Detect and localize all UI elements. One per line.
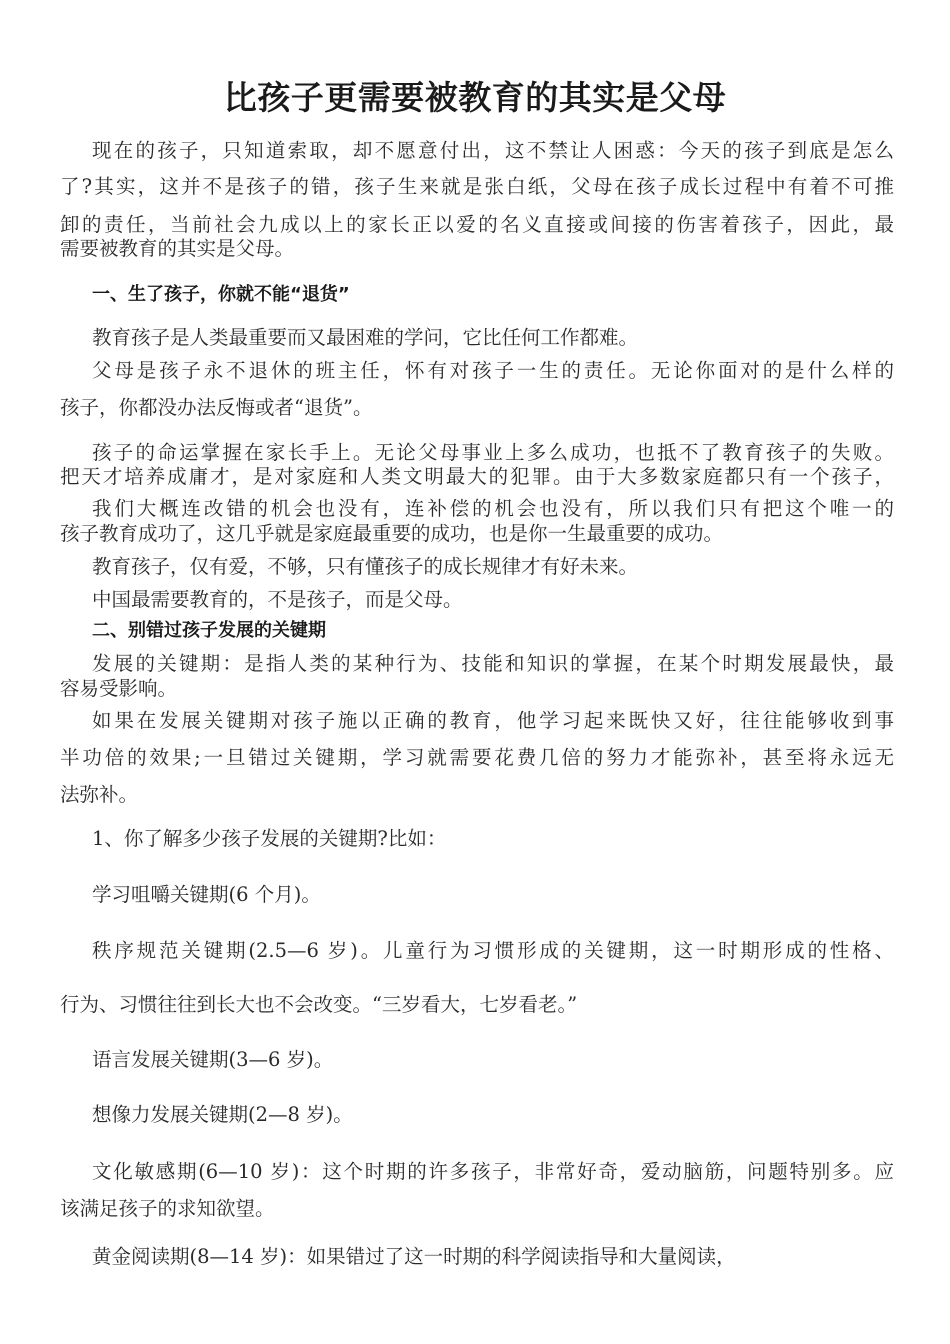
list-item-culture-line-1: 文化敏感期(6—10 岁)：这个时期的许多孩子，非常好奇，爱动脑筋，问题特别多。应: [92, 1160, 894, 1183]
list-item-language: 语言发展关键期(3—6 岁)。: [92, 1048, 334, 1071]
s1-paragraph-2-line-1: 父母是孩子永不退休的班主任，怀有对孩子一生的责任。无论你面对的是什么样的: [92, 359, 894, 382]
section-heading-2: 二、别错过孩子发展的关键期: [92, 620, 326, 641]
s2-paragraph-2-line-1: 如果在发展关键期对孩子施以正确的教育，他学习起来既快又好，往往能够收到事: [92, 709, 894, 732]
s2-question: 1、你了解多少孩子发展的关键期?比如：: [92, 827, 447, 850]
document-title: 比孩子更需要被教育的其实是父母: [223, 78, 727, 117]
s2-paragraph-1-line-2: 容易受影响。: [60, 677, 178, 700]
s1-paragraph-3-line-2: 把天才培养成庸才，是对家庭和人类文明最大的犯罪。由于大多数家庭都只有一个孩子，: [60, 465, 894, 488]
s2-paragraph-1-line-1: 发展的关键期：是指人类的某种行为、技能和知识的掌握，在某个时期发展最快，最: [92, 652, 894, 675]
s1-paragraph-4-line-1: 我们大概连改错的机会也没有，连补偿的机会也没有，所以我们只有把这个唯一的: [92, 497, 894, 520]
list-item-imagination: 想像力发展关键期(2—8 岁)。: [92, 1103, 353, 1126]
list-item-reading: 黄金阅读期(8—14 岁)：如果错过了这一时期的科学阅读指导和大量阅读，: [92, 1245, 736, 1268]
intro-line-4: 需要被教育的其实是父母。: [60, 237, 295, 260]
s2-paragraph-2-line-3: 法弥补。: [60, 783, 139, 806]
list-item-order-line-1: 秩序规范关键期(2.5—6 岁)。儿童行为习惯形成的关键期，这一时期形成的性格、: [92, 939, 894, 962]
s1-paragraph-4-line-2: 孩子教育成功了，这几乎就是家庭最重要的成功，也是你一生最重要的成功。: [60, 522, 724, 545]
list-item-culture-line-2: 该满足孩子的求知欲望。: [60, 1197, 275, 1220]
list-item-order-line-2: 行为、习惯往往到长大也不会改变。“三岁看大，七岁看老。”: [60, 993, 578, 1016]
s1-paragraph-1: 教育孩子是人类最重要而又最困难的学问，它比任何工作都难。: [92, 326, 639, 349]
intro-line-3: 卸的责任，当前社会九成以上的家长正以爱的名义直接或间接的伤害着孩子，因此，最: [60, 213, 894, 236]
s1-paragraph-5: 教育孩子，仅有爱，不够，只有懂孩子的成长规律才有好未来。: [92, 555, 639, 578]
s1-paragraph-2-line-2: 孩子，你都没办法反悔或者“退货”。: [60, 396, 373, 419]
intro-line-2: 了?其实，这并不是孩子的错，孩子生来就是张白纸，父母在孩子成长过程中有着不可推: [60, 175, 894, 198]
intro-line-1: 现在的孩子，只知道索取，却不愿意付出，这不禁让人困惑：今天的孩子到底是怎么: [92, 139, 894, 162]
s1-paragraph-6: 中国最需要教育的，不是孩子，而是父母。: [92, 588, 463, 611]
s2-paragraph-2-line-2: 半功倍的效果;一旦错过关键期，学习就需要花费几倍的努力才能弥补，甚至将永远无: [60, 746, 894, 769]
list-item-chewing: 学习咀嚼关键期(6 个月)。: [92, 883, 321, 906]
s1-paragraph-3-line-1: 孩子的命运掌握在家长手上。无论父母事业上多么成功，也抵不了教育孩子的失败。: [92, 441, 894, 464]
section-heading-1: 一、生了孩子，你就不能“退货”: [92, 284, 350, 305]
